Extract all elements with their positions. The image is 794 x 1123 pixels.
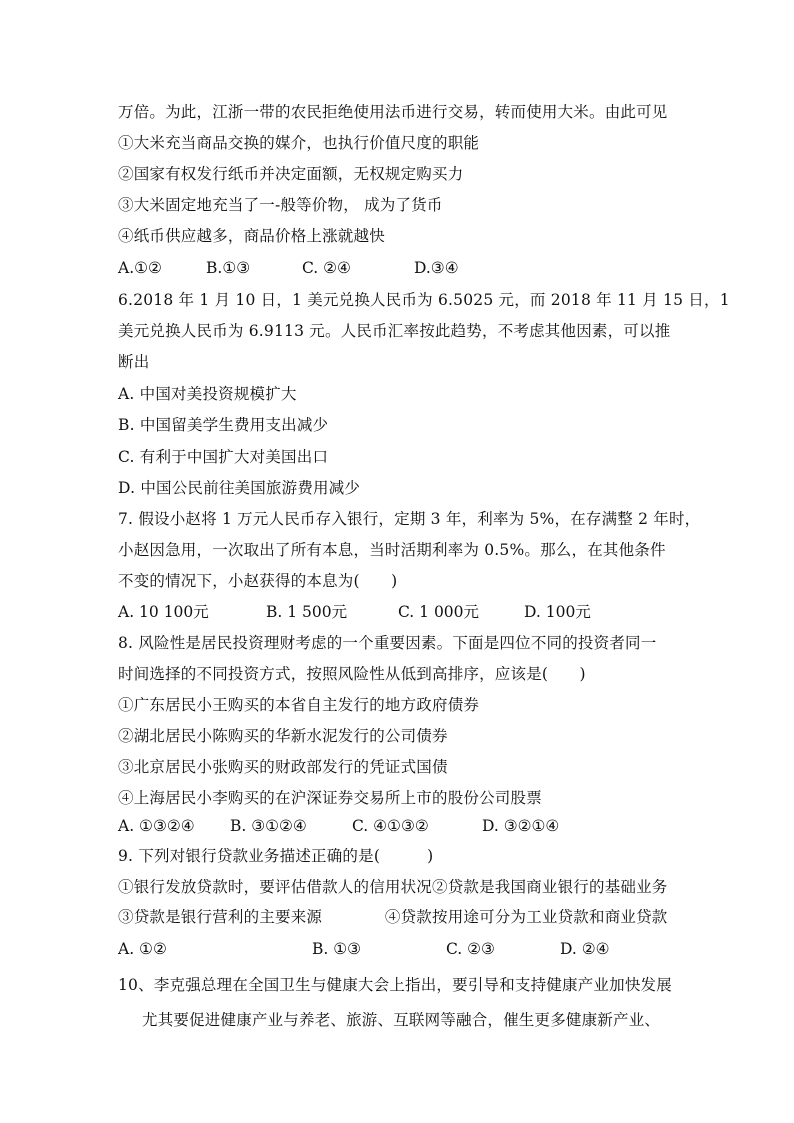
q7-stem-line-2: 小赵因急用，一次取出了所有本息，当时活期利率为 0.5%。那么，在其他条件 bbox=[118, 541, 666, 559]
q8-item-1: ①广东居民小王购买的本省自主发行的地方政府债券 bbox=[118, 696, 480, 714]
q5-item-4: ④纸币供应越多，商品价格上涨就越快 bbox=[118, 227, 385, 245]
q9-stem: 9. 下列对银行贷款业务描述正确的是( ) bbox=[118, 847, 434, 865]
q8-options bbox=[118, 816, 678, 836]
q6-option-c: C. 有利于中国扩大对美国出口 bbox=[118, 448, 329, 466]
q7-options bbox=[118, 602, 678, 622]
q8-option-d: D. ③②①④ bbox=[482, 817, 560, 835]
q5-option-d: D.③④ bbox=[414, 259, 459, 277]
q9-option-a: A. ①② bbox=[118, 940, 167, 958]
q8-item-4: ④上海居民小李购买的在沪深证券交易所上市的股份公司股票 bbox=[118, 789, 542, 807]
q7-stem-line-3: 不变的情况下，小赵获得的本息为( ) bbox=[118, 572, 398, 590]
q7-option-a: A. 10 100元 bbox=[118, 603, 209, 621]
q9-option-b: B. ①③ bbox=[312, 940, 362, 958]
q5-item-2: ②国家有权发行纸币并决定面额，无权规定购买力 bbox=[118, 165, 464, 183]
q6-option-a: A. 中国对美投资规模扩大 bbox=[118, 385, 297, 403]
q7-stem-line-1: 7. 假设小赵将 1 万元人民币存入银行，定期 3 年，利率为 5%，在存满整 2 年时， bbox=[118, 510, 701, 528]
q5-option-c: C. ②④ bbox=[302, 259, 351, 277]
q8-item-3: ③北京居民小张购买的财政部发行的凭证式国债 bbox=[118, 758, 448, 776]
q7-option-c: C. 1 000元 bbox=[398, 603, 480, 621]
q6-stem-line-3: 断出 bbox=[118, 353, 150, 371]
q8-item-2: ②湖北居民小陈购买的华新水泥发行的公司债券 bbox=[118, 727, 448, 745]
q9-items-line-1: ①银行发放贷款时，要评估借款人的信用状况②贷款是我国商业银行的基础业务 bbox=[118, 878, 668, 896]
q6-stem-line-2: 美元兑换人民币为 6.9113 元。人民币汇率按此趋势，不考虑其他因素，可以推 bbox=[118, 322, 671, 340]
q7-option-d: D. 100元 bbox=[524, 603, 591, 621]
q5-option-a: A.①② bbox=[118, 259, 162, 277]
q8-option-b: B. ③①②④ bbox=[230, 817, 307, 835]
q7-option-b: B. 1 500元 bbox=[266, 603, 348, 621]
q8-option-c: C. ④①③② bbox=[352, 817, 429, 835]
q10-stem-line-2: 尤其要促进健康产业与养老、旅游、互联网等融合，催生更多健康新产业、 bbox=[142, 1011, 661, 1029]
q8-stem-line-1: 8. 风险性是居民投资理财考虑的一个重要因素。下面是四位不同的投资者同一 bbox=[118, 634, 657, 652]
q9-options bbox=[118, 939, 678, 959]
q5-option-b: B.①③ bbox=[206, 259, 251, 277]
q5-item-1: ①大米充当商品交换的媒介，也执行价值尺度的职能 bbox=[118, 134, 480, 152]
q6-option-b: B. 中国留美学生费用支出减少 bbox=[118, 416, 329, 434]
q8-option-a: A. ①③②④ bbox=[118, 817, 195, 835]
q9-option-c: C. ②③ bbox=[446, 940, 495, 958]
q5-item-3: ③大米固定地充当了一-般等价物， 成为了货币 bbox=[118, 196, 443, 214]
q9-items-line-2: ③贷款是银行营利的主要来源 ④贷款按用途可分为工业贷款和商业贷款 bbox=[118, 908, 668, 926]
q8-stem-line-2: 时间选择的不同投资方式，按照风险性从低到高排序，应该是( ) bbox=[118, 665, 586, 683]
q5-options bbox=[118, 258, 678, 278]
q10-stem-line-1: 10、李克强总理在全国卫生与健康大会上指出，要引导和支持健康产业加快发展 bbox=[118, 976, 672, 994]
q6-stem-line-1: 6.2018 年 1 月 10 日，1 美元兑换人民币为 6.5025 元，而 2018 年 11 月 15 日，1 bbox=[118, 291, 730, 309]
q6-option-d: D. 中国公民前往美国旅游费用减少 bbox=[118, 479, 361, 497]
q9-option-d: D. ②④ bbox=[560, 940, 610, 958]
q5-stem-tail: 万倍。为此，江浙一带的农民拒绝使用法币进行交易，转而使用大米。由此可见 bbox=[118, 103, 668, 121]
